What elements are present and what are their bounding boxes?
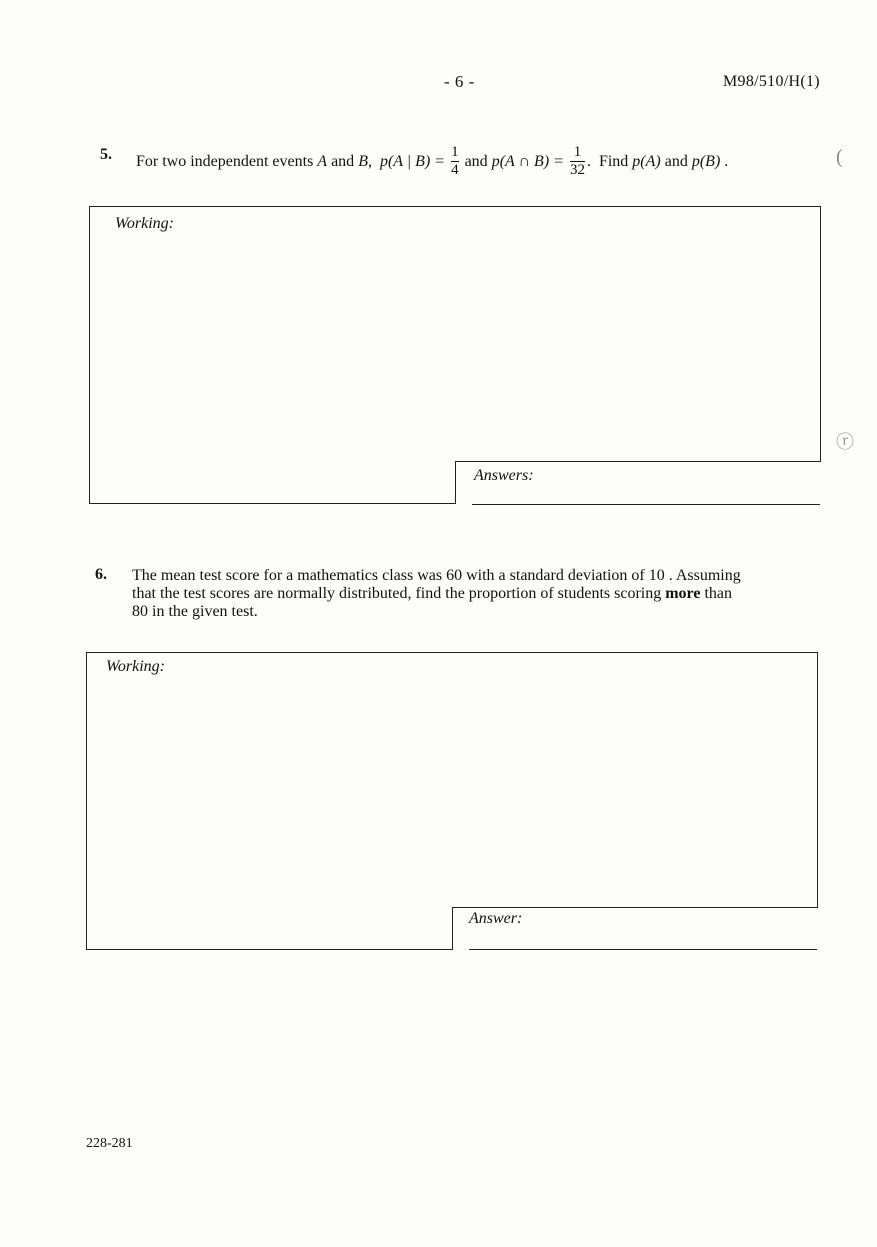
- q6-line-1: The mean test score for a mathematics class was 60 with a standard deviation of 10 . Assuming: [132, 567, 741, 584]
- q5-conditional-expr: p(A | B) =: [379, 153, 446, 171]
- fraction-2-denominator: 32: [569, 162, 585, 178]
- q6-answer-line[interactable]: [469, 949, 817, 950]
- footer-code: 228-281: [86, 1136, 133, 1151]
- q5-and-3: and: [664, 153, 688, 171]
- q5-event-b: B: [358, 153, 368, 171]
- margin-mark-icon: (: [836, 146, 843, 168]
- q5-and-2: and: [464, 153, 488, 171]
- q5-comma: ,: [367, 153, 372, 171]
- q5-period: .: [586, 153, 591, 171]
- q6-answer-box-left: [452, 907, 453, 950]
- question-5-number: 5.: [100, 146, 112, 163]
- q6-working-label: Working:: [106, 658, 165, 675]
- q6-line-2-pre: that the test scores are normally distributed, find the proportion of students scoring: [132, 585, 662, 602]
- q6-box-left: [86, 652, 87, 949]
- fraction-one-quarter: [451, 145, 459, 178]
- question-6-text: [132, 567, 822, 621]
- fraction-1-numerator: 1: [451, 144, 459, 160]
- q6-answer-box-top: [452, 907, 818, 908]
- q5-answer-box-top: [455, 461, 821, 462]
- q5-working-label: Working:: [115, 215, 174, 232]
- q5-find-pb: p(B): [691, 153, 721, 171]
- q6-answer-label: Answer:: [469, 910, 523, 927]
- q6-line-2-bold: more: [665, 585, 701, 602]
- page-number: - 6 -: [444, 72, 475, 91]
- q6-line-2-post: than: [704, 585, 733, 602]
- q6-line-2: [132, 585, 822, 603]
- fraction-1-denominator: 4: [451, 162, 459, 178]
- q5-intro: For two independent events: [136, 153, 314, 171]
- fraction-one-32nd: [570, 145, 585, 178]
- q5-end: .: [724, 153, 729, 171]
- q5-intersection-expr: p(A ∩ B) =: [491, 153, 564, 171]
- q6-box-top: [86, 652, 818, 653]
- q6-box-bottom: [86, 949, 452, 950]
- q5-answer-box-left: [455, 461, 456, 504]
- question-6-number: 6.: [95, 566, 107, 583]
- q5-box-right: [820, 206, 821, 462]
- q5-box-bottom: [89, 503, 455, 504]
- q5-box-top: [89, 206, 821, 207]
- q5-working-area[interactable]: [89, 206, 821, 504]
- q5-answers-label: Answers:: [474, 467, 534, 484]
- q5-box-left: [89, 206, 90, 503]
- q6-box-right: [817, 652, 818, 908]
- q6-working-area[interactable]: [86, 652, 818, 950]
- fraction-2-numerator: 1: [573, 144, 582, 160]
- question-5-text: [136, 146, 728, 179]
- q5-find-pa: p(A): [632, 153, 661, 171]
- q5-and-1: and: [331, 153, 355, 171]
- q5-answer-line[interactable]: [472, 504, 820, 505]
- paper-code: M98/510/H(1): [723, 73, 820, 90]
- q5-event-a: A: [317, 153, 328, 171]
- margin-stamp-icon: ⓡ: [836, 432, 854, 452]
- q5-find: Find: [598, 153, 629, 171]
- q6-line-3: 80 in the given test.: [132, 603, 258, 620]
